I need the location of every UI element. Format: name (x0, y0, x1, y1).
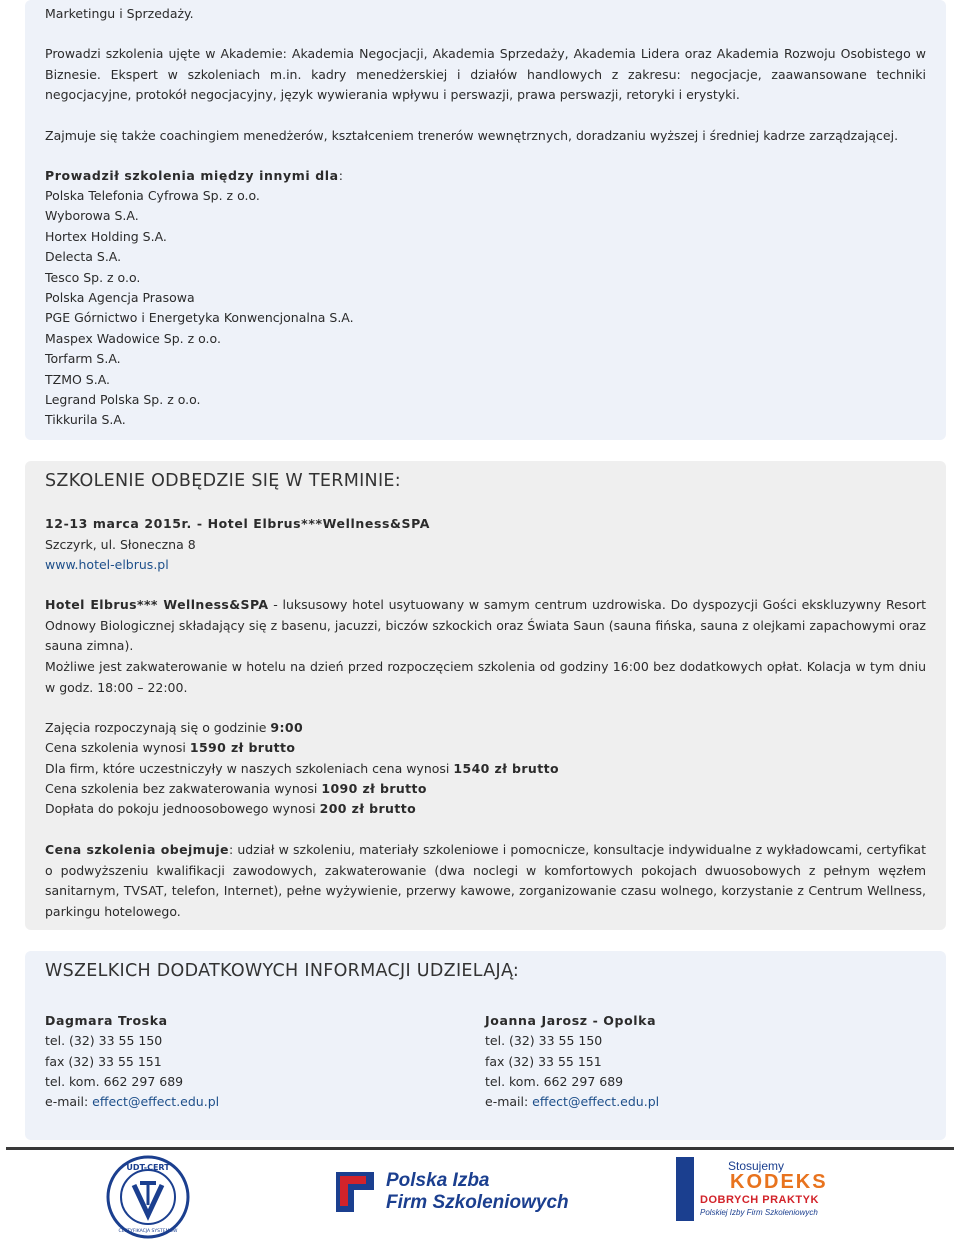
email-label: e-mail: (485, 1094, 533, 1109)
date-venue: 12-13 marca 2015r. - Hotel Elbrus***Wellness&SPA (45, 516, 431, 531)
accommodation-info: Możliwe jest zakwaterowanie w hotelu na dzień przed rozpoczęciem szkolenia od godziny 16:00 bez dodatkowych opłat. Kolacja w tym dniu w godz. 18:00 – 22:00. (45, 659, 926, 695)
client-item: TZMO S.A. (45, 371, 111, 387)
no-accommodation-value: 1090 zł brutto (321, 781, 427, 796)
client-item: Polska Agencja Prasowa (45, 290, 195, 305)
start-time-value: 9:00 (270, 720, 304, 735)
kodeks-side-bar (676, 1157, 694, 1221)
hotel-name: Hotel Elbrus*** Wellness&SPA (45, 597, 269, 612)
price-value: 1590 zł brutto (189, 740, 296, 755)
contact-mobile: tel. kom. 662 297 689 (485, 1074, 624, 1089)
price-label: Cena szkolenia wynosi (45, 740, 190, 755)
single-room-value: 200 zł brutto (319, 801, 417, 816)
pifs-logo (330, 1166, 569, 1218)
contact-tel: tel. (32) 33 55 150 (485, 1033, 603, 1048)
firm-price-label: Dla firm, które uczestniczyły w naszych szkoleniach cena wynosi (45, 761, 454, 776)
bio-continuation: Marketingu i Sprzedaży. (45, 6, 194, 21)
training-terms-panel (25, 461, 946, 930)
price-includes-text: : udział w szkoleniu, materiały szkoleniowe i pomocnicze, konsultacje indywidualne z wykładowcami, certyfikat o podwyższeniu kwalifikacji zawodowych, zakwaterowanie (dwa noclegi w komfortowych pokojach dwuosobowych z pełnym węzłem sanitarnym, TVSAT, telefon, Internet), pełne wyżywienie, przerwy kawowe, zorganizowanie czasu wolnego, korzystanie z Centrum Wellness, parkingu hotelowego. (45, 842, 926, 919)
bio-coaching: Zajmuje się także coachingiem menedżerów, kształceniem trenerów wewnętrznych, doradzaniu wyższej i średniej kadrze zarządzającej. (45, 128, 899, 143)
bio-academies: Prowadzi szkolenia ujęte w Akademie: Akademia Negocjacji, Akademia Sprzedaży, Akademia Lidera oraz Akademia Rozwoju Osobistego w Biznesie. Ekspert w szkoleniach m.in. kadry menedżerskiej i działów handlowych z zakresu: negocjacje, zaawansowane techniki negocjacyjne, protokół negocjacyjny, język wywierania wpływu i perswazji, prawa perswazji, retoryki i erystyki. (45, 46, 926, 102)
client-item: Delecta S.A. (45, 249, 122, 265)
contact-email-link[interactable]: effect@effect.edu.pl (532, 1094, 660, 1109)
svg-text:UDT-CERT: UDT-CERT (126, 1163, 170, 1172)
kodeks-logo (676, 1157, 828, 1221)
pifs-mark-icon (330, 1166, 380, 1218)
contact-fax: fax (32) 33 55 151 (45, 1054, 162, 1069)
price-includes (45, 840, 926, 922)
price-includes-label: Cena szkolenia obejmuje (45, 842, 229, 857)
contact-email-link[interactable]: effect@effect.edu.pl (92, 1094, 220, 1109)
price-row (45, 738, 295, 758)
client-item: Maspex Wadowice Sp. z o.o. (45, 330, 221, 346)
client-item: Polska Telefonia Cyfrowa Sp. z o.o. (45, 188, 260, 203)
no-accommodation-price-row (45, 779, 427, 799)
kodeks-main: KODEKS (730, 1171, 828, 1193)
email-label: e-mail: (45, 1094, 93, 1109)
venue-address: Szczyrk, ul. Słoneczna 8 (45, 537, 196, 552)
hotel-desc-text: - luksusowy hotel usytuowany w samym centrum uzdrowiska. Do dyspozycji Gości ekskluzywny Resort Odnowy Biologicznej składający się z basenu, jacuzzi, biczów szkockich oraz Świata Saun (sauna fińska, sauna z olejkami zapachowymi oraz sauna zimna). (45, 597, 926, 653)
pifs-line1: Polska Izba (386, 1170, 490, 1191)
client-item: Tikkurila S.A. (45, 412, 126, 428)
kodeks-bottom: Polskiej Izby Firm Szkoleniowych (700, 1208, 818, 1217)
client-item: Legrand Polska Sp. z o.o. (45, 392, 201, 407)
svg-text:CERTYFIKACJA SYSTEMÓW: CERTYFIKACJA SYSTEMÓW (118, 1229, 178, 1234)
firm-price-value: 1540 zł brutto (453, 761, 559, 776)
client-item: Tesco Sp. z o.o. (45, 269, 141, 285)
contact-name: Dagmara Troska (45, 1013, 168, 1028)
single-room-label: Dopłata do pokoju jednoosobowego wynosi (45, 801, 320, 816)
venue-website-link[interactable]: www.hotel-elbrus.pl (45, 557, 169, 572)
footer-divider (6, 1147, 954, 1150)
contact-heading: WSZELKICH DODATKOWYCH INFORMACJI UDZIELAJĄ: (45, 961, 520, 981)
clients-label: Prowadził szkolenia między innymi dla (45, 168, 339, 183)
client-item: Wyborowa S.A. (45, 208, 139, 224)
client-item: PGE Górnictwo i Energetyka Konwencjonalna S.A. (45, 310, 354, 326)
client-item: Hortex Holding S.A. (45, 228, 167, 244)
contact-email-row (485, 1092, 659, 1112)
contact-tel: tel. (32) 33 55 150 (45, 1033, 163, 1048)
contact-mobile: tel. kom. 662 297 689 (45, 1074, 184, 1089)
udt-cert-logo (106, 1155, 190, 1239)
contact-email-row (45, 1092, 219, 1112)
venue-website-row (45, 555, 169, 575)
client-item: Torfarm S.A. (45, 351, 121, 367)
terms-heading: SZKOLENIE ODBĘDZIE SIĘ W TERMINIE: (45, 471, 401, 491)
hotel-description (45, 595, 926, 657)
trainer-bio-panel (25, 0, 946, 440)
contact-panel (25, 951, 946, 1140)
start-time-label: Zajęcia rozpoczynają się o godzinie (45, 720, 271, 735)
pifs-line2: Firm Szkoleniowych (386, 1192, 569, 1213)
clients-label-row (45, 166, 343, 186)
kodeks-top: Stosujemy (728, 1159, 785, 1173)
no-accommodation-label: Cena szkolenia bez zakwaterowania wynosi (45, 781, 322, 796)
start-time-row (45, 718, 303, 738)
firm-price-row (45, 759, 559, 779)
single-room-row (45, 799, 416, 819)
contact-fax: fax (32) 33 55 151 (485, 1054, 602, 1069)
clients-label-colon: : (338, 168, 343, 183)
contact-name: Joanna Jarosz - Opolka (485, 1013, 657, 1028)
kodeks-sub: DOBRYCH PRAKTYK (700, 1194, 819, 1206)
